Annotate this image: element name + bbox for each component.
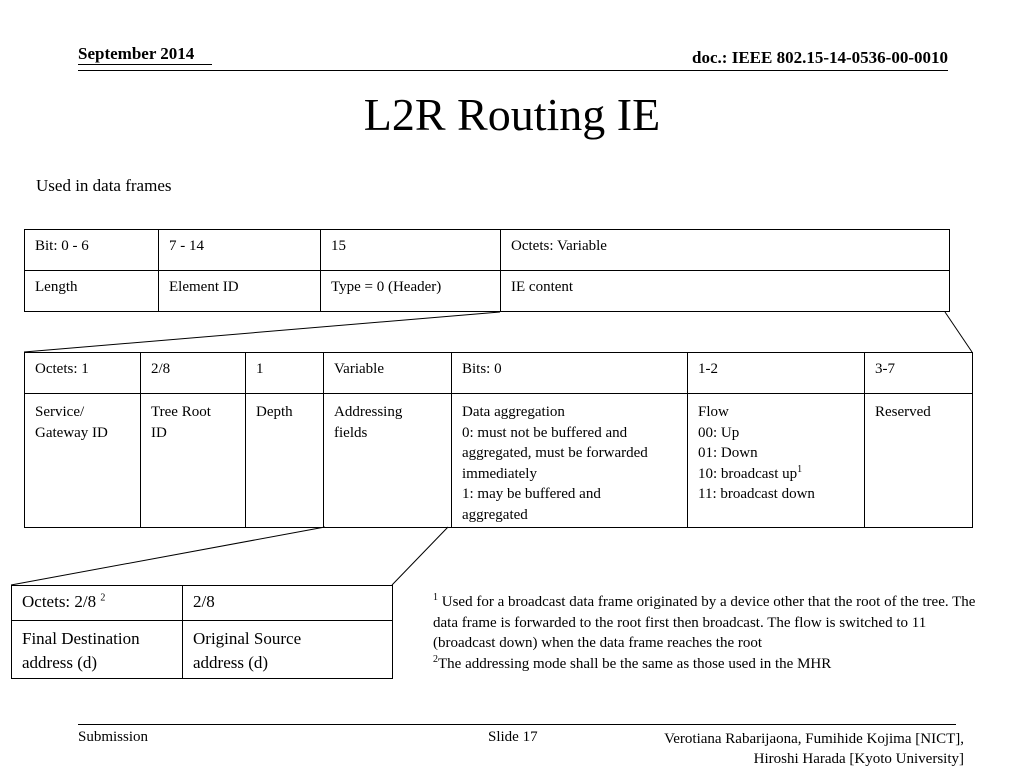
connector-line — [392, 527, 448, 585]
addressing-fields-table — [11, 585, 393, 679]
table-cell — [324, 394, 452, 528]
cell-line: Gateway ID — [35, 424, 108, 441]
footnotes — [433, 592, 978, 674]
table-cell — [452, 394, 688, 528]
footnote-marker: 1 — [797, 463, 803, 475]
footer-slide-number: Slide 17 — [488, 729, 538, 745]
table-cell — [246, 394, 324, 528]
footer-author-line: Verotiana Rabarijaona, Fumihide Kojima [NICT], — [664, 731, 964, 747]
table-cell — [688, 394, 865, 528]
cell-line: Reserved — [875, 404, 931, 420]
table-cell: 15 — [321, 230, 501, 271]
footnote-1 — [433, 592, 978, 654]
cell-line: Addressing — [334, 404, 403, 420]
cell-line: 11: broadcast down — [698, 486, 815, 502]
table-cell — [12, 621, 183, 679]
cell-line: Final Destination — [22, 629, 140, 648]
table-cell — [865, 394, 973, 528]
table-cell: Element ID — [159, 271, 321, 312]
ie-content-table — [24, 352, 973, 528]
table-cell: Octets: 1 — [25, 353, 141, 394]
footnote-text: The addressing mode shall be the same as those used in the MHR — [438, 655, 832, 672]
table-cell: Type = 0 (Header) — [321, 271, 501, 312]
table-cell — [141, 394, 246, 528]
table-row — [12, 621, 393, 679]
cell-line: Service/ — [35, 404, 85, 420]
cell-line: fields — [334, 424, 368, 441]
table-row — [25, 230, 950, 271]
table-cell: 1-2 — [688, 353, 865, 394]
cell-line: address (d) — [193, 653, 269, 672]
cell-line: Data aggregation — [462, 404, 565, 420]
table-row — [25, 394, 973, 528]
cell-line: 01: Down — [698, 445, 758, 461]
table-row — [12, 586, 393, 621]
table-cell — [25, 394, 141, 528]
table-cell: Bits: 0 — [452, 353, 688, 394]
footnote-marker: 1 — [433, 592, 438, 603]
cell-line: Original Source — [193, 629, 302, 648]
table-cell: 3-7 — [865, 353, 973, 394]
table-cell: 1 — [246, 353, 324, 394]
footer-author-line: Hiroshi Harada [Kyoto University] — [753, 751, 964, 767]
cell-line: aggregated — [462, 506, 528, 523]
table-cell: Bit: 0 - 6 — [25, 230, 159, 271]
ie-header-table — [24, 229, 950, 312]
footnote-text: Used for a broadcast data frame originated by a device other that the root of the tree. The data frame is forwarded to the root first then broadcast. The flow is switched to 11 (broadcast down) when the data frame reaches the root — [433, 594, 976, 651]
table-cell — [12, 586, 183, 621]
table-row — [25, 271, 950, 312]
footer-submission: Submission — [78, 729, 149, 745]
cell-text: Octets: 2/8 — [22, 592, 101, 611]
cell-line — [698, 464, 854, 485]
cell-line: address (d) — [22, 653, 98, 672]
slide-subtitle: Used in data frames — [36, 176, 172, 195]
cell-line: Flow — [698, 404, 729, 420]
table-cell: 2/8 — [183, 586, 393, 621]
cell-line: aggregated, must be forwarded — [462, 445, 648, 461]
footnote-marker: 2 — [433, 653, 438, 665]
cell-line: 0: must not be buffered and — [462, 424, 628, 441]
cell-line: 1: may be buffered and — [462, 486, 601, 502]
table-cell: 2/8 — [141, 353, 246, 394]
table-cell: Octets: Variable — [501, 230, 950, 271]
table-cell: Length — [25, 271, 159, 312]
connector-line — [24, 312, 500, 352]
footer-authors — [664, 729, 964, 769]
cell-line: immediately — [462, 465, 537, 482]
footer-rule — [78, 724, 956, 725]
table-cell: 7 - 14 — [159, 230, 321, 271]
cell-line: 00: Up — [698, 424, 740, 441]
cell-line: Tree Root — [151, 404, 211, 420]
cell-text: 10: broadcast up — [698, 465, 798, 482]
cell-line: Depth — [256, 404, 293, 420]
cell-line: ID — [151, 424, 167, 441]
footnote-marker: 2 — [100, 592, 106, 604]
connector-line — [11, 527, 325, 585]
connector-line — [945, 312, 972, 352]
header-date: September 2014 — [78, 44, 195, 63]
table-cell — [183, 621, 393, 679]
header-doc-id: doc.: IEEE 802.15-14-0536-00-0010 — [692, 48, 948, 67]
table-cell: IE content — [501, 271, 950, 312]
table-row — [25, 353, 973, 394]
table-cell: Variable — [324, 353, 452, 394]
footnote-2 — [433, 654, 978, 675]
slide-title: L2R Routing IE — [363, 89, 661, 140]
